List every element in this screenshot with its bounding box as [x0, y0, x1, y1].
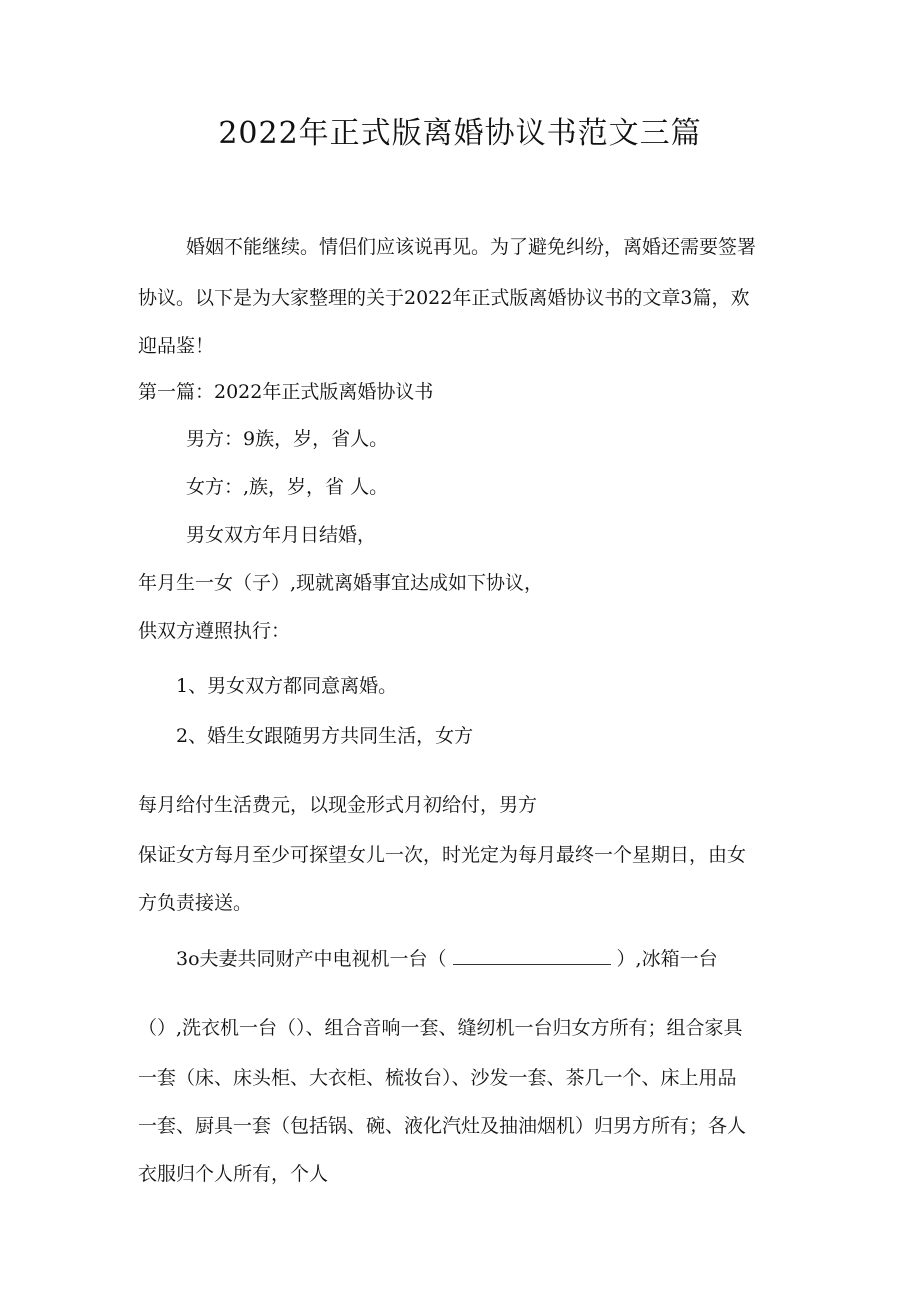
- item3-cont-1: （）,洗衣机一台（）、组合音响一套、缝纫机一台归女方所有；组合家具: [138, 1017, 743, 1039]
- item3-text-before: 3o夫妻共同财产中电视机一台（: [176, 948, 447, 970]
- agreement-item-3: [176, 947, 718, 971]
- male-party-line: 男方：9族，岁，省人。: [186, 428, 389, 450]
- intro-line-1: 婚姻不能继续。情侣们应该说再见。为了避免纠纷，离婚还需要签署: [186, 236, 757, 258]
- item3-text-after: ）,冰箱一台: [616, 948, 718, 970]
- item3-cont-2: 一套（床、床头柜、大衣柜、梳妆台）、沙发一套、茶几一个、床上用品: [138, 1067, 737, 1089]
- female-party-line: 女方：,族，岁，省 人。: [186, 476, 389, 498]
- child-line: 年月生一女（子）,现就离婚事宜达成如下协议，: [138, 572, 544, 594]
- fill-in-blank: [453, 950, 611, 965]
- comply-line: 供双方遵照执行：: [138, 620, 291, 642]
- agreement-item-2: 2、婚生女跟随男方共同生活，女方: [176, 725, 474, 747]
- document-title: 2022年正式版离婚协议书范文三篇: [218, 116, 702, 151]
- intro-line-2: 协议。以下是为大家整理的关于2022年正式版离婚协议书的文章3篇，欢: [138, 287, 750, 309]
- item2-cont-2: 保证女方每月至少可探望女儿一次，时光定为每月最终一个星期日，由女: [138, 844, 747, 866]
- section-heading: 第一篇：2022年正式版离婚协议书: [138, 381, 434, 403]
- item3-cont-3: 一套、厨具一套（包括锅、碗、液化汽灶及抽油烟机）归男方所有；各人: [138, 1115, 747, 1137]
- marriage-line: 男女双方年月日结婚，: [186, 524, 377, 546]
- agreement-item-1: 1、男女双方都同意离婚。: [176, 675, 398, 697]
- item2-cont-3: 方负责接送。: [138, 892, 253, 914]
- item2-cont-1: 每月给付生活费元，以现金形式月初给付，男方: [138, 794, 538, 816]
- item3-cont-4: 衣服归个人所有，个人: [138, 1163, 329, 1185]
- intro-line-3: 迎品鉴！: [138, 335, 215, 357]
